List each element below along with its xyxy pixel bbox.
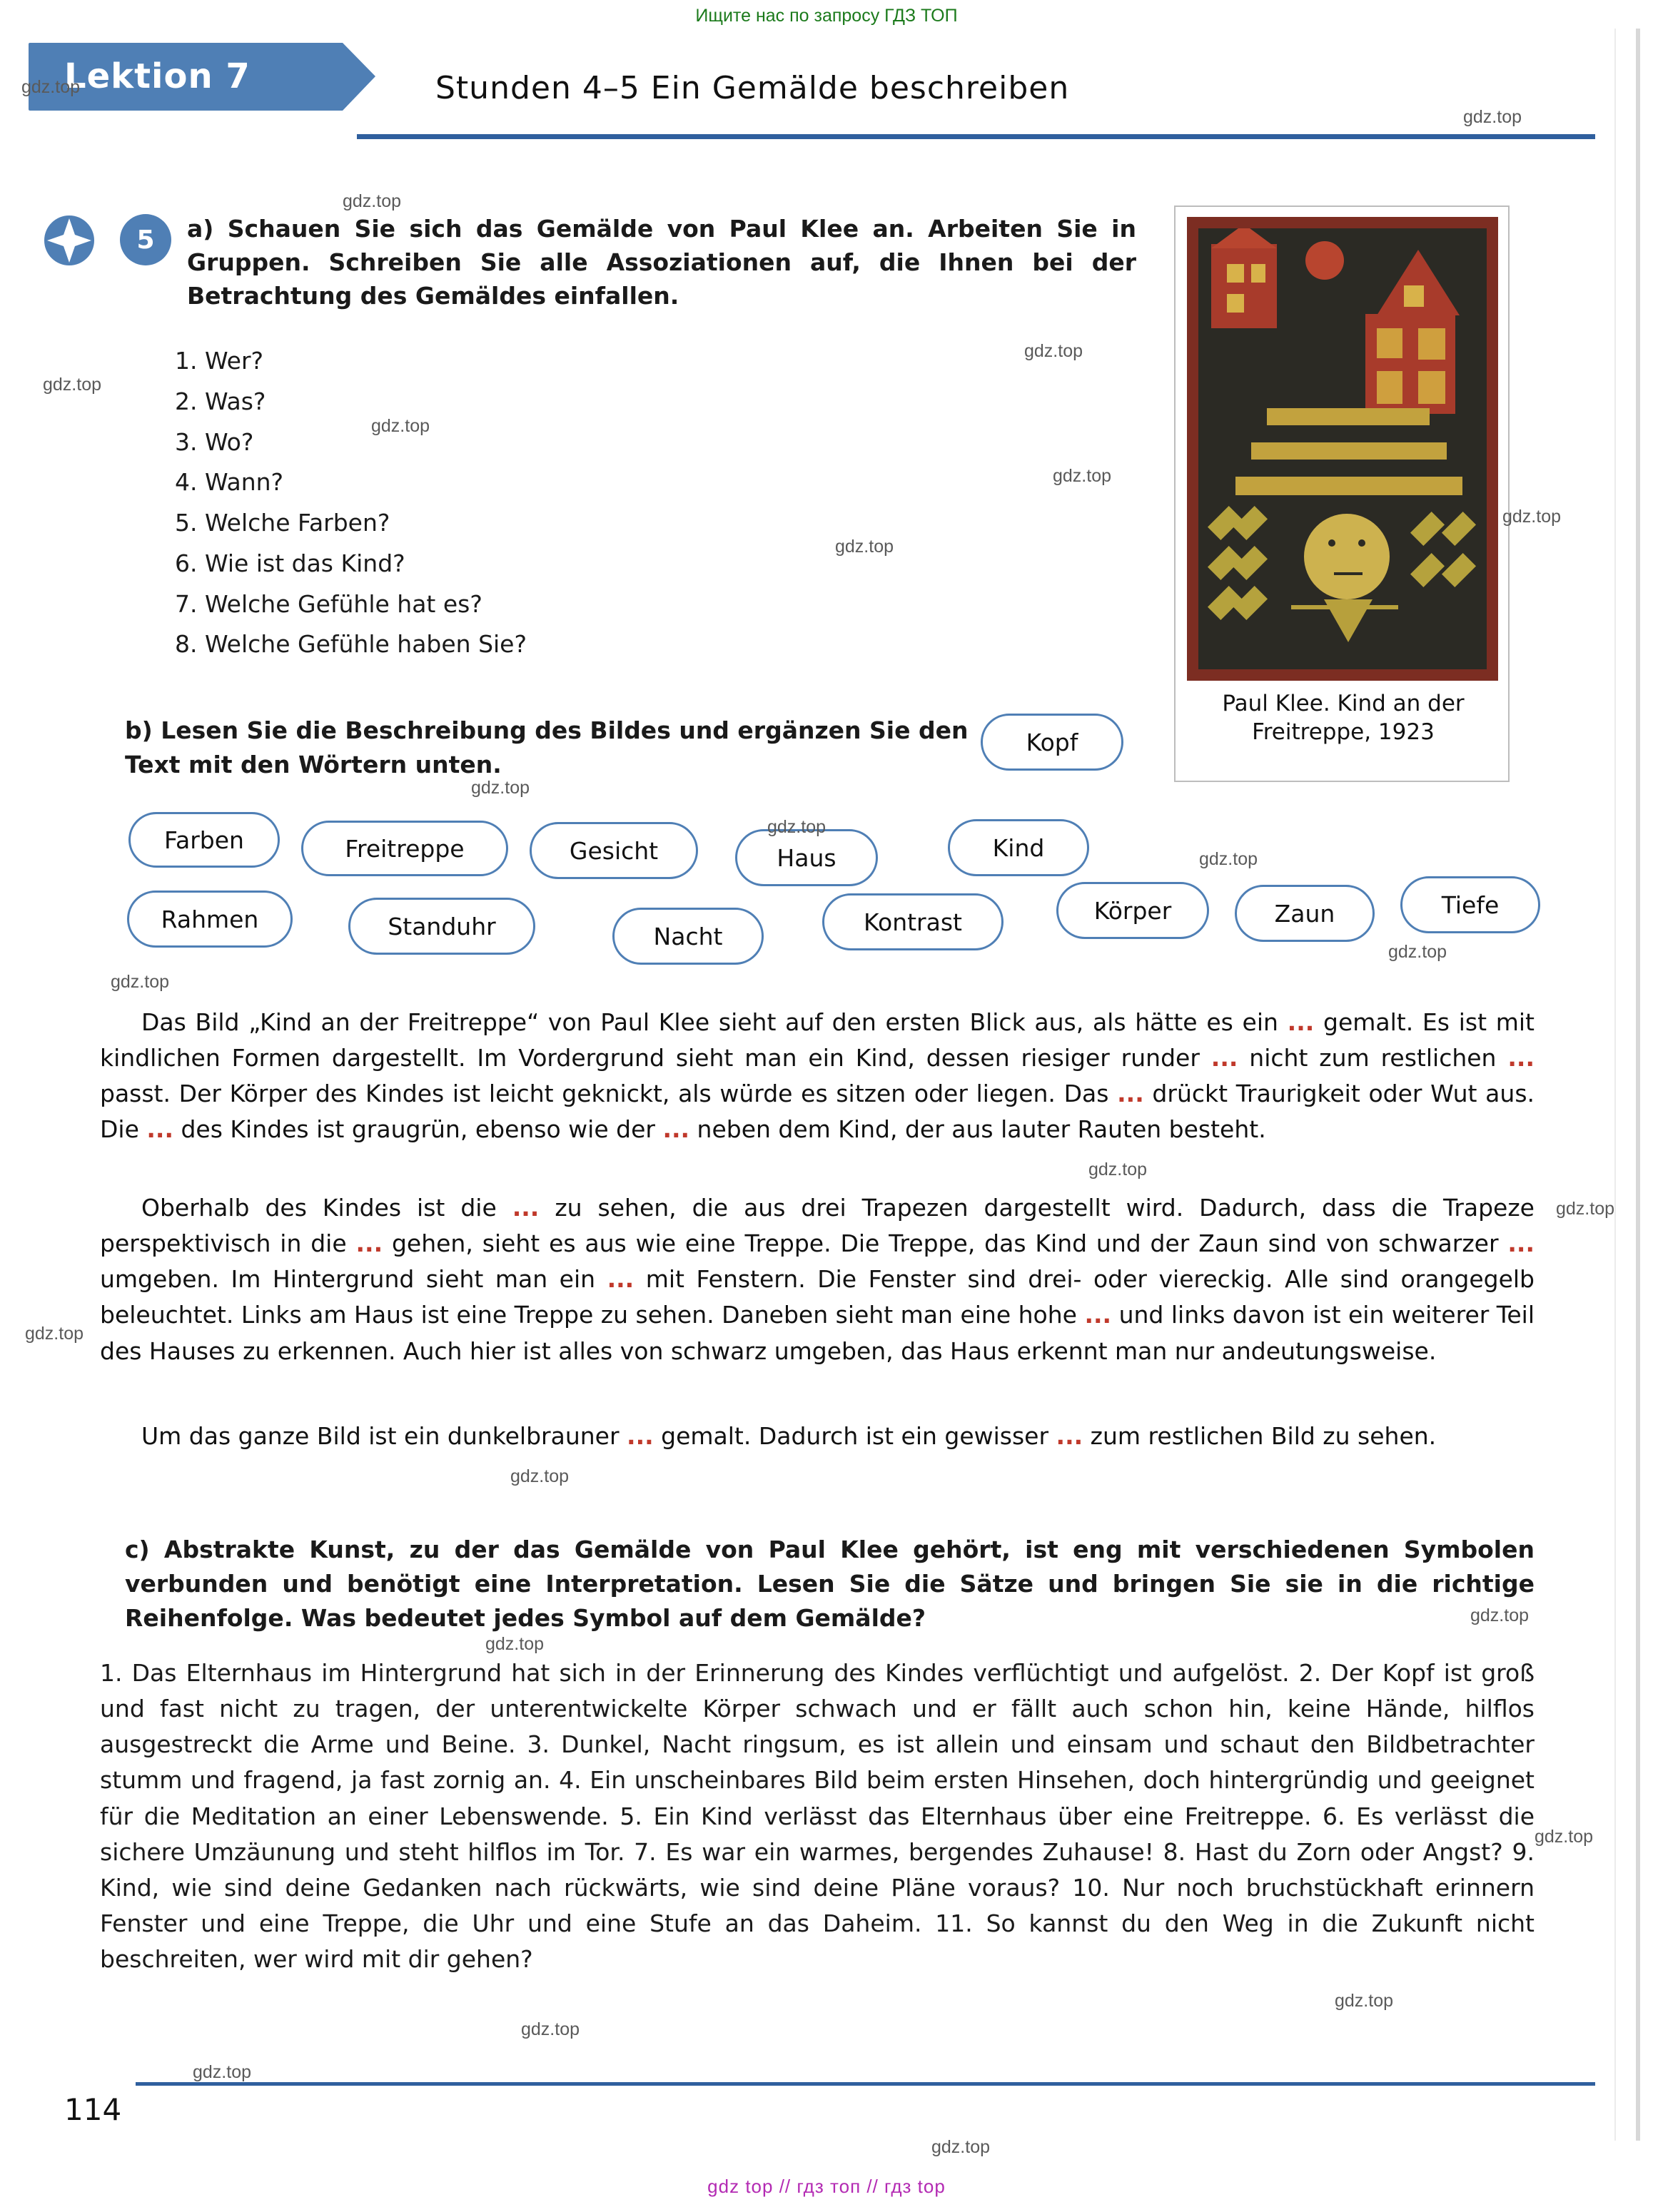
shape-window <box>1418 371 1445 404</box>
lesson-tab-label: Lektion 7 <box>64 56 251 96</box>
watermark-tag: gdz.top <box>931 2137 991 2157</box>
word-bubble[interactable]: Kopf <box>981 714 1123 771</box>
figure-caption: Paul Klee. Kind an der Freitreppe, 1923 <box>1222 691 1465 746</box>
watermark-tag: gdz.top <box>43 375 102 395</box>
shape-rhombus <box>1410 553 1445 587</box>
footer-divider <box>136 2082 1595 2086</box>
gap-placeholder: ... <box>1287 1008 1315 1036</box>
shape-house-left <box>1211 244 1277 328</box>
shape-rhombus <box>1442 512 1476 546</box>
description-paragraph-3: Um das ganze Bild ist ein dunkelbrauner ... gemalt. Dadurch ist ein gewisser ... zum restlichen Bild zu sehen. <box>141 1422 1437 1450</box>
list-item: 1. Wer? <box>175 347 264 375</box>
description-paragraph-2: Oberhalb des Kindes ist die ... zu sehen, die aus drei Trapezen dargestellt wird. Dadurch, dass die Trapeze perspektivisch in die ... gehen, sieht es aus wie eine Treppe. Die Treppe, das Kind und der Zaun sind von schwarzer ... umgeben. Im Hintergrund sieht man ein ... mit Fenstern. Die Fenster sind drei- oder viereckig. Alle sind orangegelb beleuchtet. Links am Haus ist eine Treppe zu sehen. Daneben sieht man eine hohe ... und links davon ist ein weiterer Teil des Hauses zu erkennen. Auch hier ist alles von schwarz umgeben, das Haus erkennt man nur andeutungsweise. <box>100 1194 1535 1365</box>
word-bubble[interactable]: Gesicht <box>530 822 698 879</box>
watermark-tag: gdz.top <box>111 972 170 992</box>
word-bubble[interactable]: Zaun <box>1235 885 1375 942</box>
list-item: 5. Welche Farben? <box>175 509 390 537</box>
watermark-tag: gdz.top <box>521 2019 580 2039</box>
shape-eye <box>1328 539 1335 547</box>
question-list <box>175 341 527 665</box>
painting-image <box>1187 217 1498 681</box>
shape-stair-step <box>1251 442 1447 460</box>
gap-placeholder: ... <box>1056 1422 1083 1450</box>
shape-rhombus <box>1233 586 1268 620</box>
list-item: 8. Welche Gefühle haben Sie? <box>175 630 527 659</box>
watermark-tag: gdz.top <box>1088 1160 1148 1179</box>
word-bubble[interactable]: Freitreppe <box>301 821 508 876</box>
shape-circle <box>1305 241 1344 280</box>
gap-placeholder: ... <box>512 1194 540 1222</box>
shape-window <box>1418 328 1445 360</box>
shape-rhombus <box>1410 512 1445 546</box>
list-item: 2. Was? <box>175 387 266 415</box>
word-bubble[interactable]: Nacht <box>612 908 764 965</box>
shape-window <box>1404 285 1424 307</box>
watermark-tag: gdz.top <box>1199 849 1258 869</box>
watermark-tag: gdz.top <box>1502 507 1562 527</box>
list-item: 6. Wie ist das Kind? <box>175 549 405 577</box>
gap-placeholder: ... <box>662 1115 690 1144</box>
watermark-tag: gdz.top <box>471 778 530 798</box>
painting-figure <box>1174 206 1510 782</box>
painting-canvas <box>1198 228 1487 669</box>
shape-rhombus <box>1442 553 1476 587</box>
word-bubble[interactable]: Körper <box>1056 882 1209 939</box>
watermark-tag: gdz.top <box>1024 341 1083 361</box>
watermark-tag: gdz.top <box>1556 1199 1615 1219</box>
watermark-tag: gdz.top <box>25 1324 84 1344</box>
shape-child-head <box>1304 514 1390 599</box>
gap-placeholder: ... <box>146 1115 173 1144</box>
shape-window <box>1377 328 1402 358</box>
watermark-tag: gdz.top <box>1388 942 1447 962</box>
star-icon <box>43 214 96 267</box>
watermark-top: Ищите нас по запросу ГДЗ ТОП <box>695 6 958 26</box>
shape-window <box>1227 294 1244 313</box>
list-item: 3. Wo? <box>175 427 254 456</box>
shape-window <box>1251 264 1265 283</box>
list-item: 7. Welche Gefühle hat es? <box>175 589 482 618</box>
watermark-tag: gdz.top <box>1053 466 1112 486</box>
gap-placeholder: ... <box>627 1422 654 1450</box>
watermark-tag: gdz.top <box>767 817 826 837</box>
shape-stair-step <box>1235 477 1462 495</box>
watermark-tag: gdz.top <box>343 191 402 211</box>
task-a-text: a) Schauen Sie sich das Gemälde von Paul Klee an. Arbeiten Sie in Gruppen. Schreiben Sie alle Assoziationen auf, die Ihnen bei der Betrachtung des Gemäldes einfallen. <box>187 215 1136 310</box>
word-bubble[interactable]: Rahmen <box>127 891 293 948</box>
shape-window <box>1377 371 1402 404</box>
page-edge-line <box>1614 29 1616 2141</box>
gap-placeholder: ... <box>607 1265 635 1294</box>
list-item: 4. Wann? <box>175 468 284 497</box>
shape-stair-step <box>1267 408 1430 425</box>
gap-placeholder: ... <box>1507 1044 1535 1072</box>
shape-mouth <box>1334 572 1363 575</box>
task-c-sentences: 1. Das Elternhaus im Hintergrund hat sich in der Erinnerung des Kindes verflüchtigt und aufgelöst. 2. Der Kopf ist groß und fast nicht zu tragen, der unterentwickelte Körper schwach und er fällt auch schon hin, keine Hände, hilflos ausgestreckt die Arme und Beine. 3. Dunkel, Nacht ringsum, es ist allein und einsam und schaut den Bildbetrachter stumm und fragend, ja fast zornig an. 4. Ein unscheinbares Bild beim ersten Hinsehen, doch hintergründig und geeignet für die Meditation an einer Lebenswende. 5. Ein Kind verlässt das Elternhaus über eine Freitreppe. 6. Es verlässt die sichere Umzäunung und steht hilflos im Tor. 7. Es war ein warmes, bergendes Zuhause! 8. Hast du Zorn oder Angst? 9. Kind, wie sind deine Gedanken nach rückwärts, wie sind deine Pläne voraus? 10. Nur noch bruchstückhaft erinnern Fenster und eine Treppe, die Uhr und eine Stufe an das Daheim. 11. So kannst du den Weg in die Zukunft nicht beschreiten, wer wird mit dir gehen? <box>100 1659 1535 1974</box>
page-edge-shadow <box>1636 29 1640 2141</box>
watermark-tag: gdz.top <box>371 416 430 436</box>
shape-rhombus <box>1233 546 1268 580</box>
gap-placeholder: ... <box>355 1229 383 1258</box>
watermark-tag: gdz.top <box>193 2062 252 2082</box>
watermark-tag: gdz.top <box>21 77 81 97</box>
watermark-tag: gdz.top <box>835 537 894 557</box>
watermark-tag: gdz.top <box>1535 1827 1594 1847</box>
shape-eye <box>1358 539 1365 547</box>
header-divider <box>357 134 1595 139</box>
task-c-text: c) Abstrakte Kunst, zu der das Gemälde von Paul Klee gehört, ist eng mit verschiedenen Symbolen verbunden und benötigt eine Interpretation. Lesen Sie die Sätze und bringen Sie sie in die richtige Reihenfolge. Was bedeutet jedes Symbol auf dem Gemälde? <box>125 1536 1535 1632</box>
task-b-text: b) Lesen Sie die Beschreibung des Bildes und ergänzen Sie den Text mit den Wörtern unten. <box>125 716 969 778</box>
watermark-tag: gdz.top <box>1335 1991 1394 2011</box>
gap-placeholder: ... <box>1210 1044 1238 1072</box>
lesson-tab <box>29 43 343 111</box>
page-number: 114 <box>64 2092 122 2127</box>
watermark-tag: gdz.top <box>485 1634 545 1654</box>
exercise-number-badge: 5 <box>120 214 171 265</box>
word-bubble[interactable]: Kontrast <box>822 893 1004 950</box>
page-title: Stunden 4–5 Ein Gemälde beschreiben <box>435 70 1070 106</box>
word-bubble[interactable]: Kind <box>948 819 1089 876</box>
watermark-tag: gdz.top <box>510 1466 570 1486</box>
word-bubble[interactable]: Standuhr <box>348 898 535 955</box>
shape-rhombus <box>1233 506 1268 540</box>
watermark-bottom: gdz top // гдз топ // гдз top <box>707 2176 946 2197</box>
watermark-tag: gdz.top <box>1470 1605 1530 1625</box>
gap-placeholder: ... <box>1117 1080 1144 1108</box>
gap-placeholder: ... <box>1084 1301 1112 1329</box>
word-bubble[interactable]: Haus <box>735 829 878 886</box>
description-paragraph-1: Das Bild „Kind an der Freitreppe“ von Paul Klee sieht auf den ersten Blick aus, als hätte es ein ... gemalt. Es ist mit kindlichen Formen dargestellt. Im Vordergrund sieht man ein Kind, dessen riesiger runder ... nicht zum restlichen ... passt. Der Körper des Kindes ist leicht geknickt, als würde es sitzen oder liegen. Das ... drückt Traurigkeit oder Wut aus. Die ... des Kindes ist graugrün, ebenso wie der ... neben dem Kind, der aus lauter Rauten besteht. <box>100 1008 1535 1144</box>
word-bubble[interactable]: Farben <box>128 812 280 868</box>
shape-roof-left <box>1211 228 1277 248</box>
shape-child-arms <box>1291 605 1398 609</box>
shape-window <box>1227 264 1244 283</box>
watermark-tag: gdz.top <box>1463 107 1522 127</box>
gap-placeholder: ... <box>1507 1229 1535 1258</box>
word-bubble[interactable]: Tiefe <box>1400 876 1540 933</box>
